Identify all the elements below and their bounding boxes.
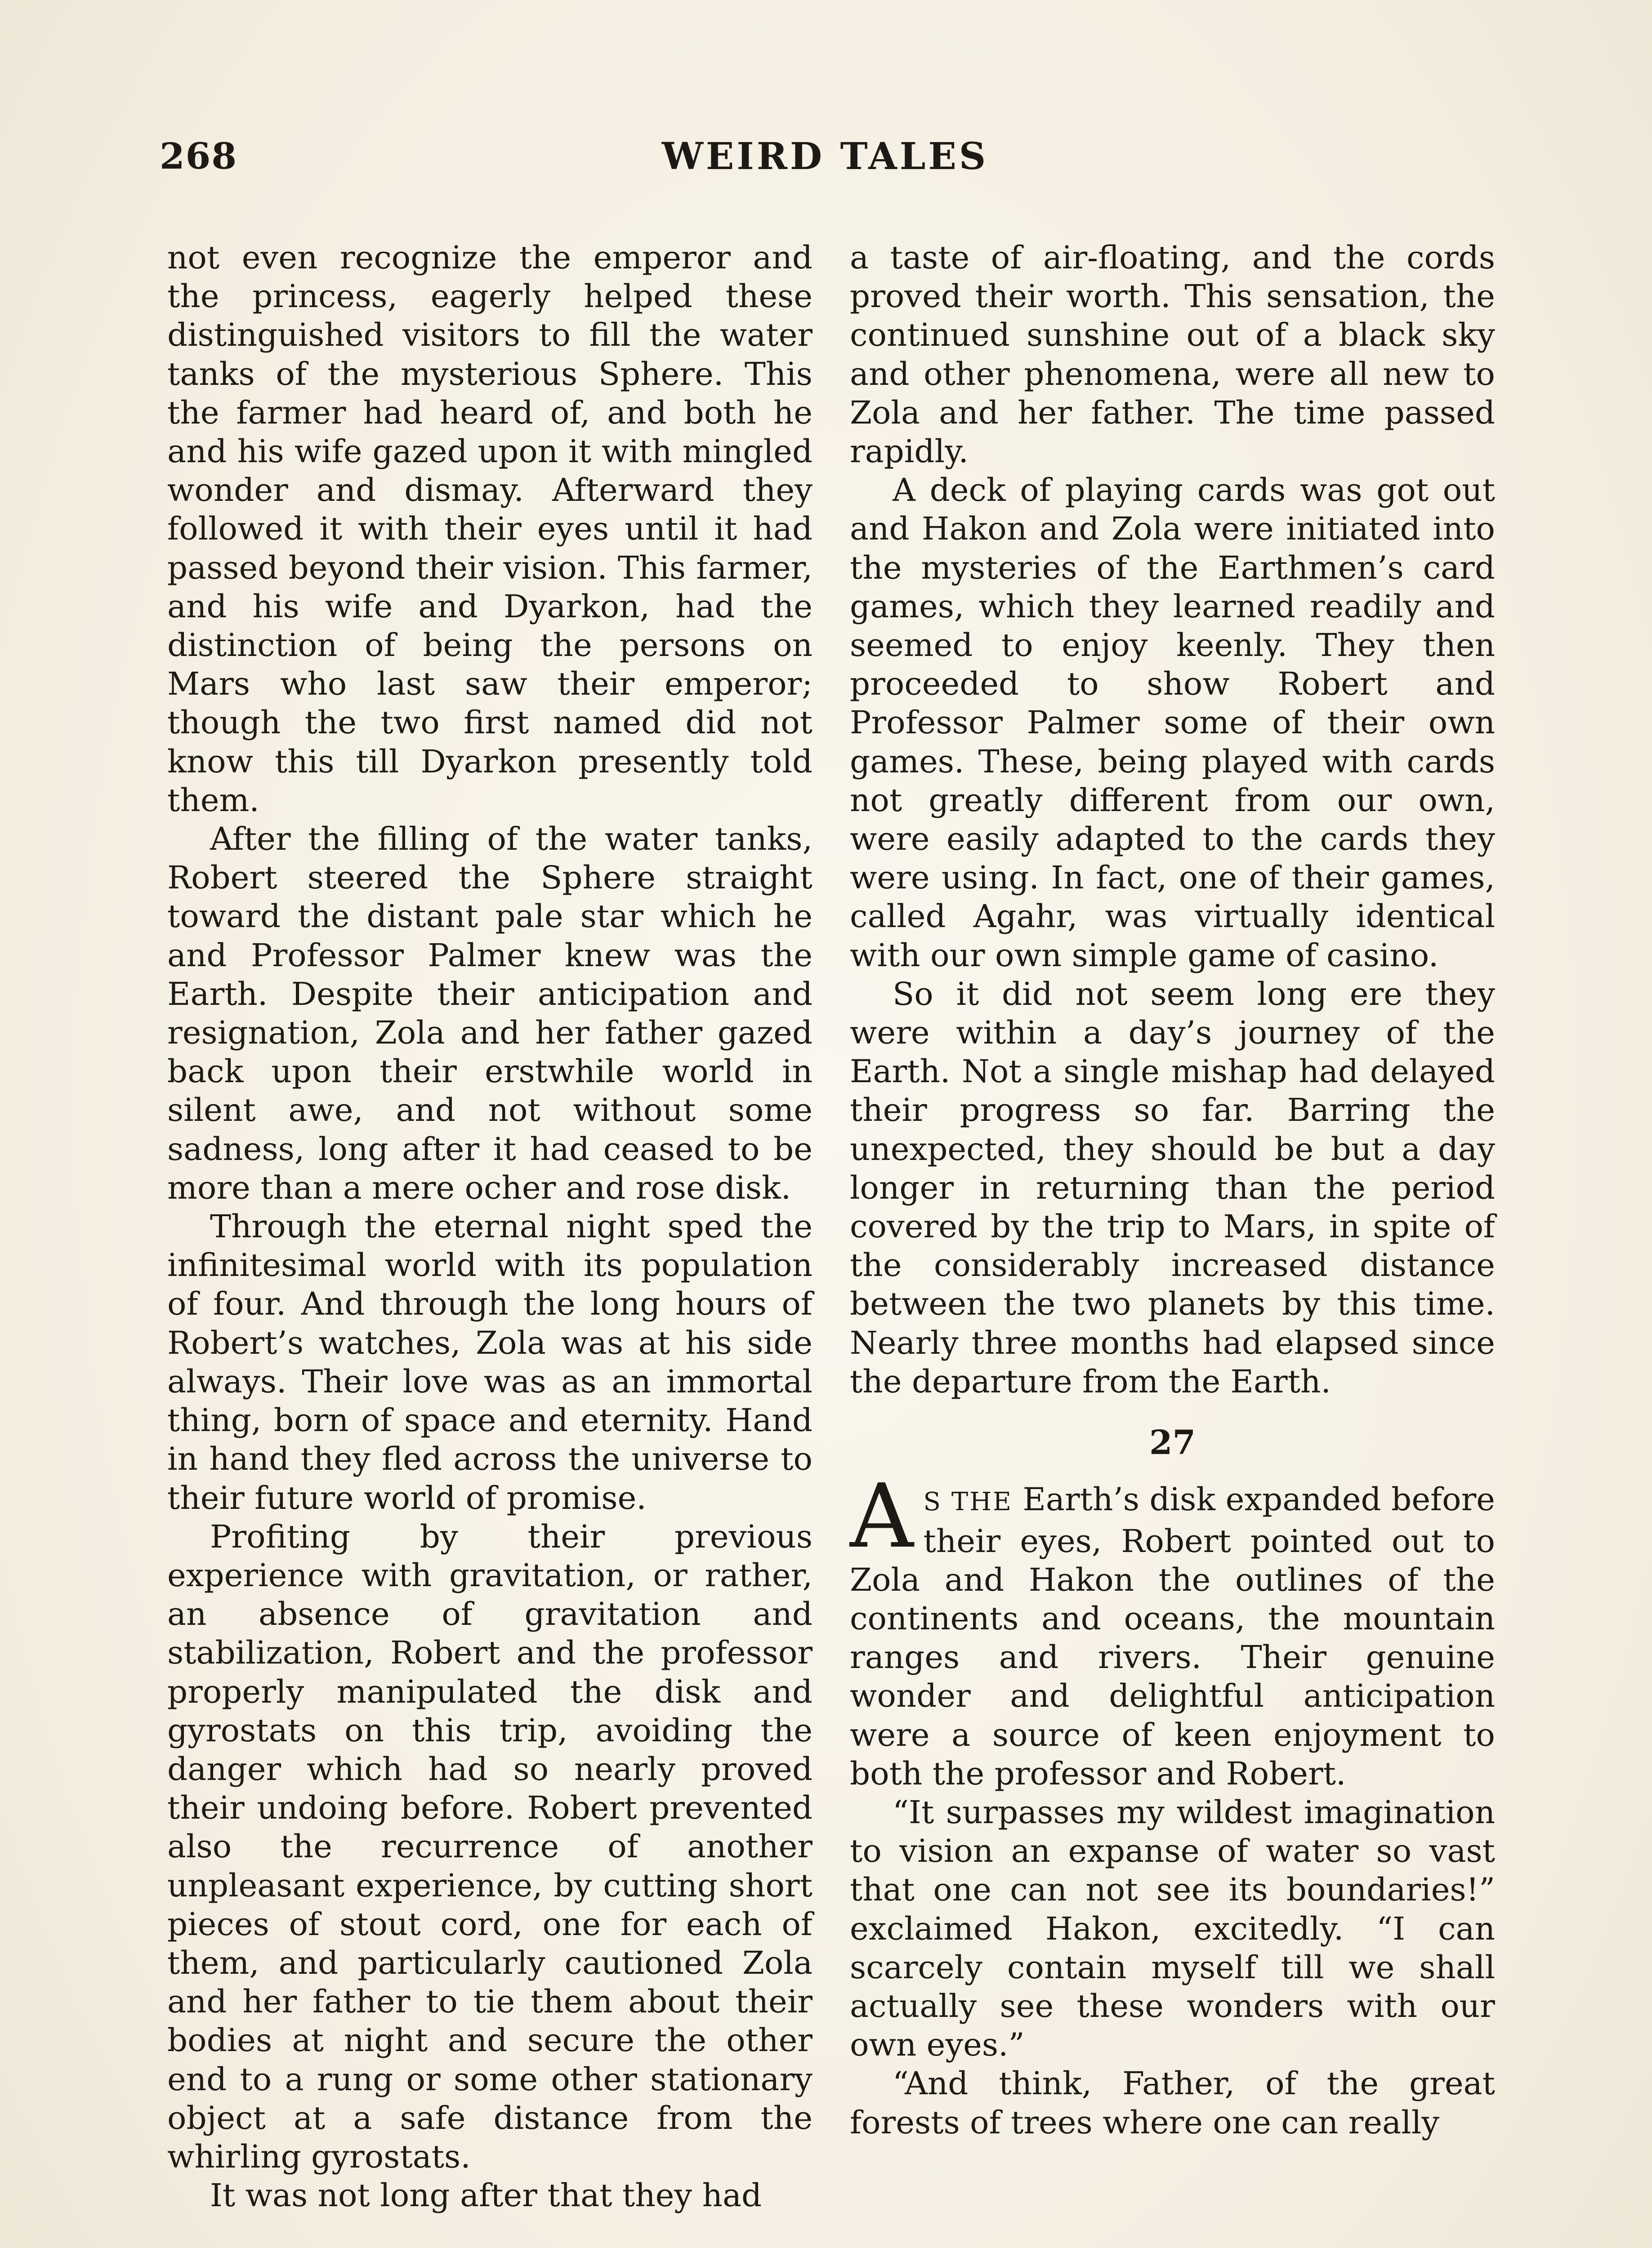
page-header xyxy=(160,135,1491,189)
paragraph: not even recognize the emperor and the princess, eagerly helped these distinguished visitors to fill the water tanks of the mysterious Sphere. This the farmer had heard of, and both he and his wife gazed upon it with mingled wonder and dismay. Afterward they followed it with their eyes until it had passed beyond their vision. This farmer, and his wife and Dyarkon, had the distinction of being the persons on Mars who last saw their emperor; though the two first named did not know this till Dyarkon presently told them. xyxy=(167,239,813,819)
drop-cap: A xyxy=(850,1465,914,1568)
small-caps-lead: S THE xyxy=(923,1487,1013,1517)
running-head: WEIRD TALES xyxy=(661,135,989,178)
paragraph: a taste of air-floating, and the cords proved their worth. This sensation, the continued sunshine out of a black sky and other phenomena, were all new to Zola and her father. The time passed rapidly. xyxy=(850,239,1495,470)
chapter-opening-paragraph xyxy=(850,1465,1495,1793)
page-number: 268 xyxy=(160,135,237,177)
paragraph: It was not long after that they had xyxy=(210,2177,762,2214)
left-column xyxy=(167,238,813,2215)
paragraph: Through the eternal night sped the infinitesimal world with its population of four. And through the long hours of Robert’s watches, Zola was at his side always. Their love was as an immortal thing, born of space and eternity. Hand in hand they fled across the universe to their future world of promise. xyxy=(167,1208,813,1517)
paragraph: So it did not seem long ere they were within a day’s journey of the Earth. Not a single mishap had delayed their progress so far. Barring the unexpected, they should be but a day longer in returning than the period covered by the trip to Mars, in spite of the considerably increased distance between the two planets by this time. Nearly three months had elapsed since the departure from the Earth. xyxy=(850,975,1495,1400)
paragraph: After the filling of the water tanks, Robert steered the Sphere straight toward the distant pale star which he and Professor Palmer knew was the Earth. Despite their anticipation and resignation, Zola and her father gazed back upon their erstwhile world in silent awe, and not without some sadness, long after it had ceased to be more than a mere ocher and rose disk. xyxy=(167,821,813,1206)
paragraph: Profiting by their previous experience with gravitation, or rather, an absence of gravitation and stabilization, Robert and the professor properly manipulated the disk and gyrostats on this trip, avoiding the danger which had so nearly proved their undoing before. Robert prevented also the recurrence of another unpleasant experience, by cutting short pieces of stout cord, one for each of them, and particularly cautioned Zola and her father to tie them about their bodies at night and secure the other end to a rung or some other stationary object at a safe distance from the whirling gyrostats. xyxy=(167,1518,813,2175)
right-column xyxy=(850,238,1495,2142)
paragraph: A deck of playing cards was got out and Hakon and Zola were initiated into the mysteries of the Earthmen’s card games, which they learned readily and seemed to enjoy keenly. They then proceeded to show Robert and Professor Palmer some of their own games. These, being played with cards not greatly different from our own, were easily adapted to the cards they were using. In fact, one of their games, called Agahr, was virtually identical with our own simple game of casino. xyxy=(850,472,1495,974)
paragraph: “And think, Father, of the great forests of trees where one can really xyxy=(850,2065,1495,2141)
paragraph-text: Earth’s disk expanded before their eyes, Robert pointed out to Zola and Hakon the outlines of the continents and oceans, the mountain ranges and rivers. Their genuine wonder and delightful anticipation were a source of keen enjoyment to both the professor and Robert. xyxy=(850,1481,1495,1792)
chapter-number: 27 xyxy=(1149,1423,1196,1463)
paragraph: “It surpasses my wildest imagination to vision an expanse of water so vast that one can not see its boundaries!” exclaimed Hakon, excitedly. “I can scarcely contain myself till we shall actually see these wonders with our own eyes.” xyxy=(850,1793,1495,2064)
